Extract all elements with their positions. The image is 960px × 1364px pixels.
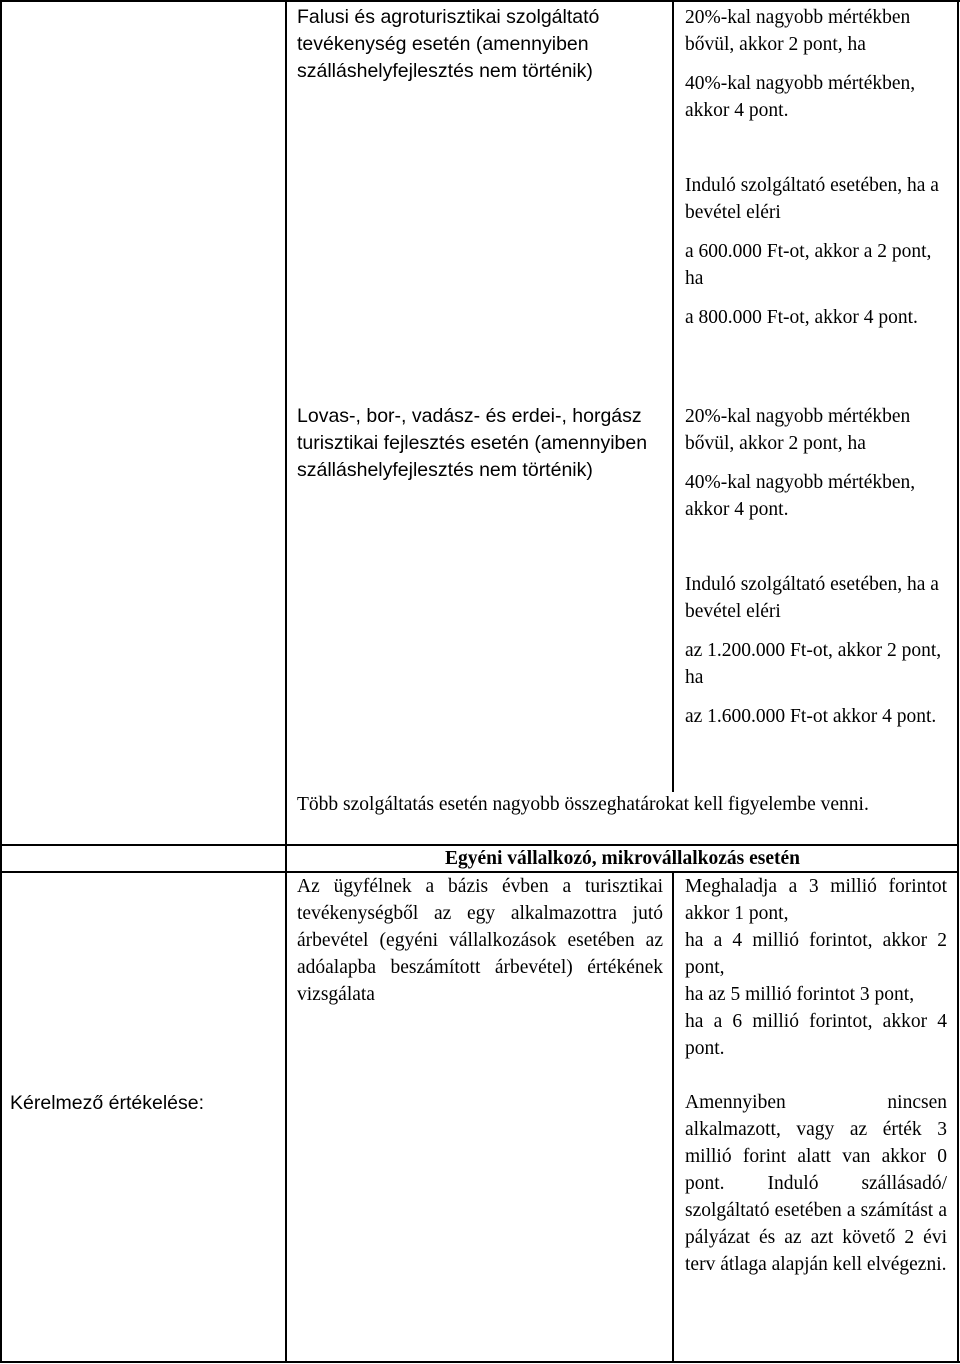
criterion-lovas: Lovas-, bor-, vadász- és erdei-, horgász turisztikai fejlesztés esetén (amennyiben szálláshelyfejlesztés nem történik) [297,405,648,481]
score-egyeni-remark: Amennyiben nincsen alkalmazott, vagy az érték 3 millió forint alatt van akkor 0 pont. Induló szállásadó/ szolgáltató esetében a számítást a pályázat és az azt követő 2 évi terv átlaga alapján kell elvégezni. [685,1092,947,1275]
table-border-left [0,0,2,1363]
score-lovas-line-1: 20%-kal nagyobb mértékben bővül, akkor 2 pont, ha [685,406,911,454]
score-lovas [685,403,947,730]
score-lovas-line-5: az 1.600.000 Ft-ot akkor 4 pont. [685,706,937,727]
score-lovas-line-2: 40%-kal nagyobb mértékben, akkor 4 pont. [685,472,916,520]
column-divider-score-lower [672,873,674,1363]
column-divider-label [285,0,287,1363]
score-egyeni-line-1: Meghaladja a 3 millió forintot akkor 1 pont, [685,876,947,924]
score-falusi-line-2: 40%-kal nagyobb mértékben, akkor 4 pont. [685,73,916,121]
score-egyeni-line-3: ha az 5 millió forintot 3 pont, [685,984,915,1005]
column-divider-score [672,0,674,792]
score-lovas-line-4: az 1.200.000 Ft-ot, akkor 2 pont, ha [685,640,942,688]
table-border-bottom [0,1361,960,1363]
score-egyeni-line-2: ha a 4 millió forintot, akkor 2 pont, [685,930,947,978]
score-egyeni [685,873,947,1278]
score-falusi-line-3: Induló szolgáltató esetében, ha a bevétel eléri [685,175,939,223]
criterion-falusi: Falusi és agroturisztikai szolgáltató tevékenység esetén (amennyiben szálláshelyfejlesztés nem történik) [297,6,600,82]
section-header: Egyéni vállalkozó, mikrovállalkozás esetén [445,848,800,869]
criterion-egyeni: Az ügyfélnek a bázis évben a turisztikai tevékenységből az egy alkalmazottra jutó árbevétel (egyéni vállalkozások esetében az adóalapba beszámított árbevétel) értékének vizsgálata [297,876,663,1005]
score-falusi-line-5: a 800.000 Ft-ot, akkor 4 pont. [685,307,918,328]
score-falusi-line-4: a 600.000 Ft-ot, akkor a 2 pont, ha [685,241,932,289]
note-multiple-services: Több szolgáltatás esetén nagyobb összeghatárokat kell figyelembe venni. [297,794,869,815]
table-border-right [957,0,959,1363]
score-falusi-line-1: 20%-kal nagyobb mértékben bővül, akkor 2 pont, ha [685,7,911,55]
score-falusi [685,4,947,331]
score-lovas-line-3: Induló szolgáltató esetében, ha a bevétel eléri [685,574,939,622]
table-border-top [0,0,960,2]
applicant-evaluation-label: Kérelmező értékelése: [10,1092,205,1114]
score-egyeni-line-4: ha a 6 millió forintot, akkor 4 pont. [685,1011,947,1059]
